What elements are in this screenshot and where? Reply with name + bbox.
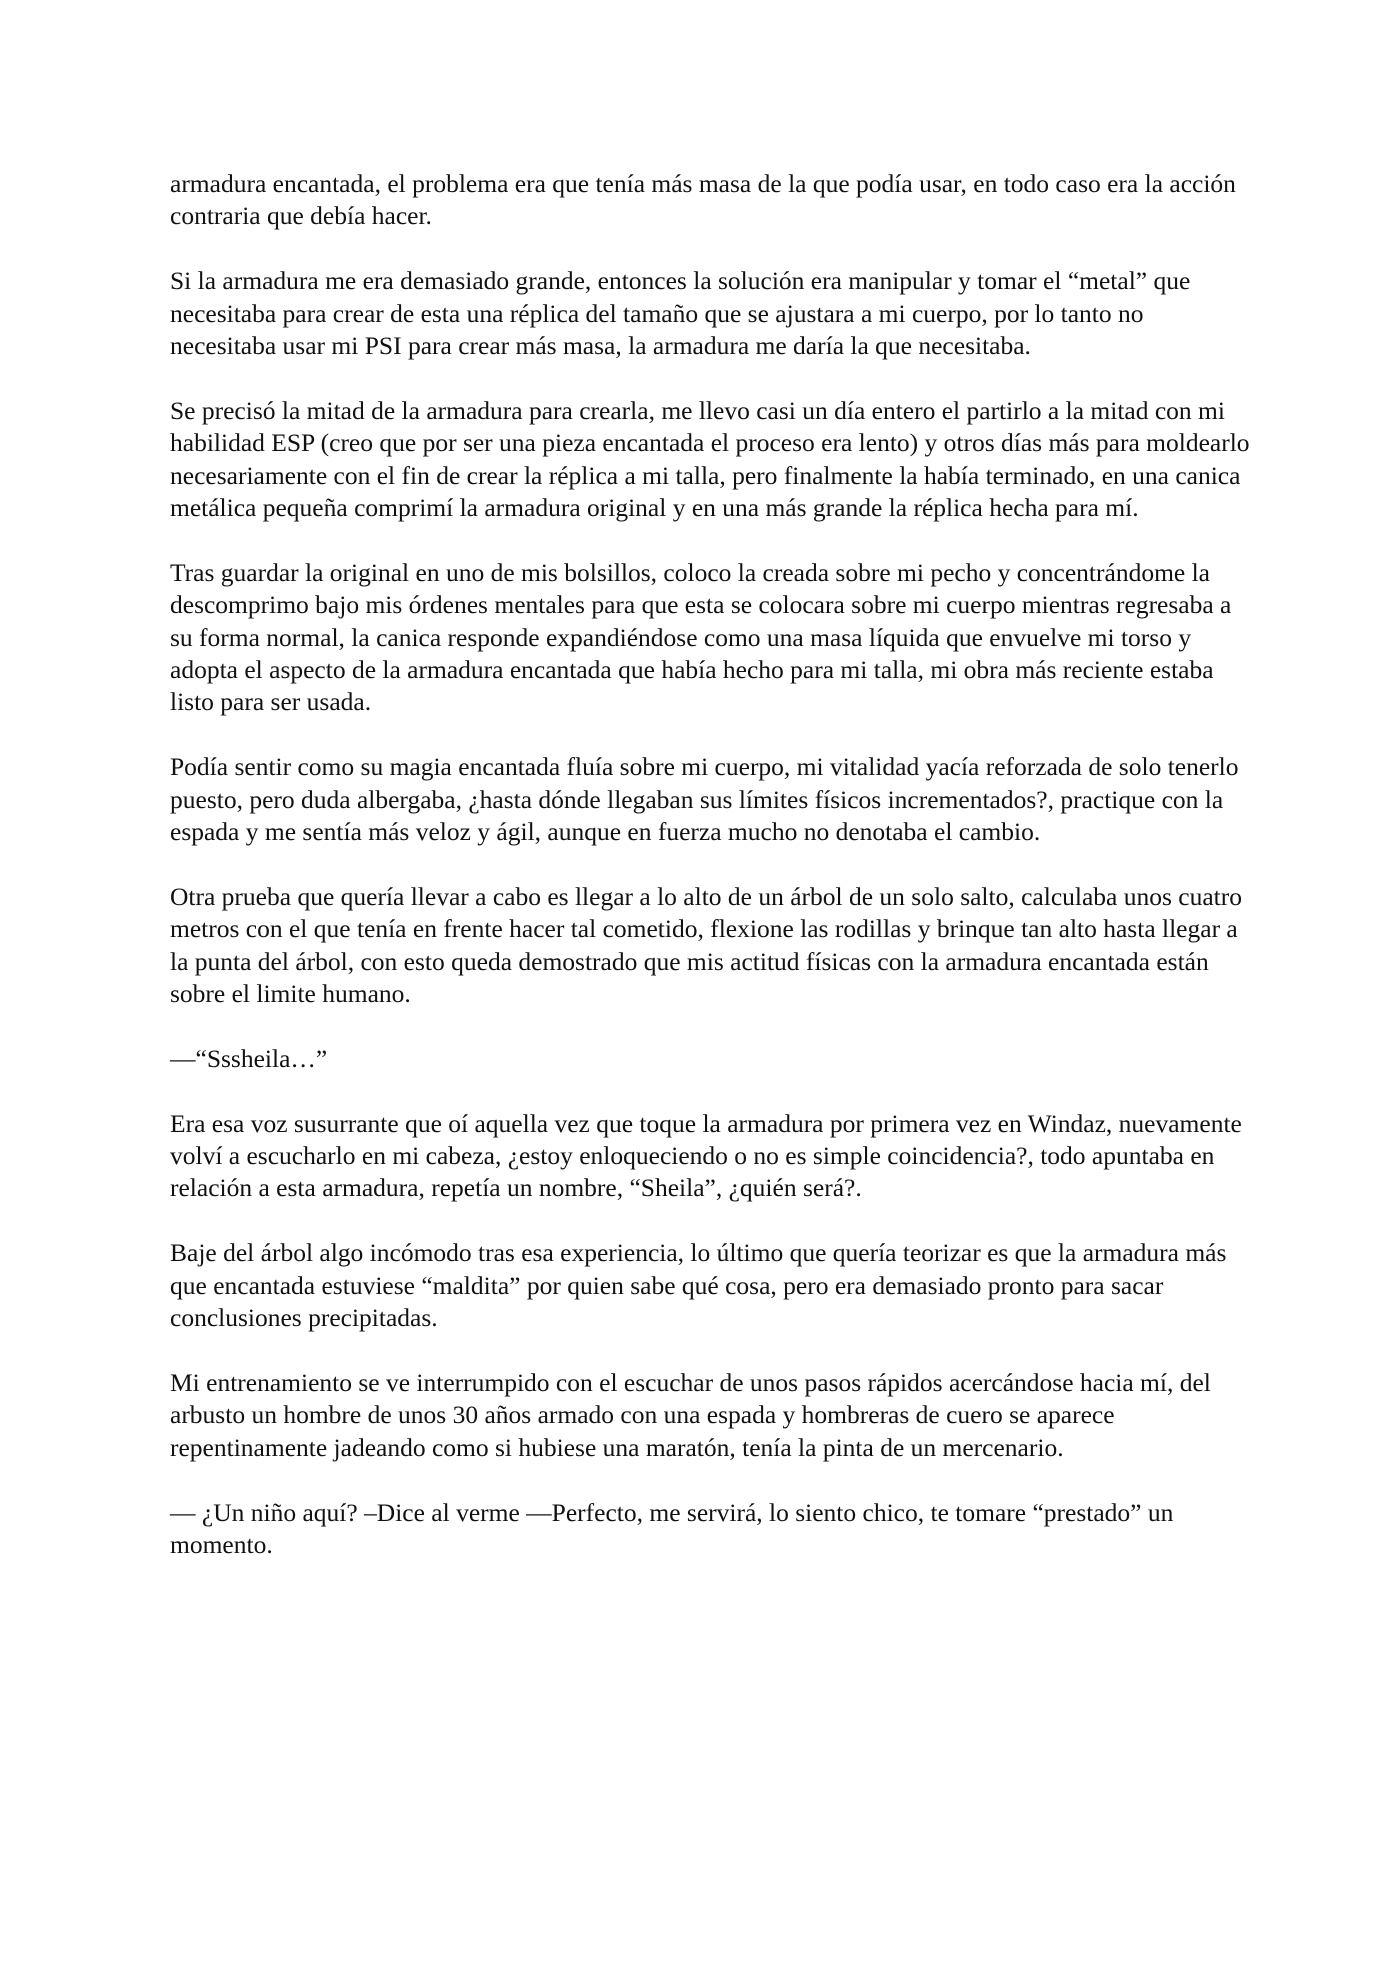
paragraph-11-dialogue: — ¿Un niño aquí? –Dice al verme —Perfecto, me servirá, lo siento chico, te tomare “prestado” un momento.	[170, 1497, 1174, 1559]
paragraph-1: armadura encantada, el problema era que tenía más masa de la que podía usar, en todo caso era la acción contraria que debía hacer.	[170, 169, 1236, 231]
paragraph-3: Se precisó la mitad de la armadura para crearla, me llevo casi un día entero el partirlo a la mitad con mi habilidad ESP (creo que por ser una pieza encantada el proceso era lento) y otros días más para moldearlo necesariamente con el fin de crear la réplica a mi talla, pero finalmente la había terminado, en una canica metálica pequeña comprimí la armadura original y en una más grande la réplica hecha para mí.	[170, 395, 1250, 523]
paragraph-4: Tras guardar la original en uno de mis bolsillos, coloco la creada sobre mi pecho y concentrándome la descomprimo bajo mis órdenes mentales para que esta se colocara sobre mi cuerpo mientras regresaba a su forma normal, la canica responde expandiéndose como una masa líquida que envuelve mi torso y adopta el aspecto de la armadura encantada que había hecho para mi talla, mi obra más reciente estaba listo para ser usada.	[170, 557, 1232, 717]
paragraph-9: Baje del árbol algo incómodo tras esa experiencia, lo último que quería teorizar es que la armadura más que encantada estuviese “maldita” por quien sabe qué cosa, pero era demasiado pronto para sacar conclusiones precipitadas.	[170, 1238, 1227, 1333]
paragraph-2: Si la armadura me era demasiado grande, entonces la solución era manipular y tomar el “metal” que necesitaba para crear de esta una réplica del tamaño que se ajustara a mi cuerpo, por lo tanto no necesitaba usar mi PSI para crear más masa, la armadura me daría la que necesitaba.	[170, 266, 1191, 361]
paragraph-7-dialogue: —“Sssheila…”	[170, 1043, 328, 1073]
document-text-body	[170, 168, 1250, 1561]
paragraph-10: Mi entrenamiento se ve interrumpido con el escuchar de unos pasos rápidos acercándose hacia mí, del arbusto un hombre de unos 30 años armado con una espada y hombreras de cuero se aparece repentinamente jadeando como si hubiese una maratón, tenía la pinta de un mercenario.	[170, 1367, 1211, 1462]
paragraph-6: Otra prueba que quería llevar a cabo es llegar a lo alto de un árbol de un solo salto, calculaba unos cuatro metros con el que tenía en frente hacer tal cometido, flexione las rodillas y brinque tan alto hasta llegar a la punta del árbol, con esto queda demostrado que mis actitud físicas con la armadura encantada están sobre el limite humano.	[170, 881, 1242, 1009]
paragraph-8: Era esa voz susurrante que oí aquella vez que toque la armadura por primera vez en Windaz, nuevamente volví a escucharlo en mi cabeza, ¿estoy enloqueciendo o no es simple coincidencia?, todo apuntaba en relación a esta armadura, repetía un nombre, “Sheila”, ¿quién será?.	[170, 1108, 1242, 1203]
paragraph-5: Podía sentir como su magia encantada fluía sobre mi cuerpo, mi vitalidad yacía reforzada de solo tenerlo puesto, pero duda albergaba, ¿hasta dónde llegaban sus límites físicos incrementados?, practique con la espada y me sentía más veloz y ágil, aunque en fuerza mucho no denotaba el cambio.	[170, 752, 1239, 847]
